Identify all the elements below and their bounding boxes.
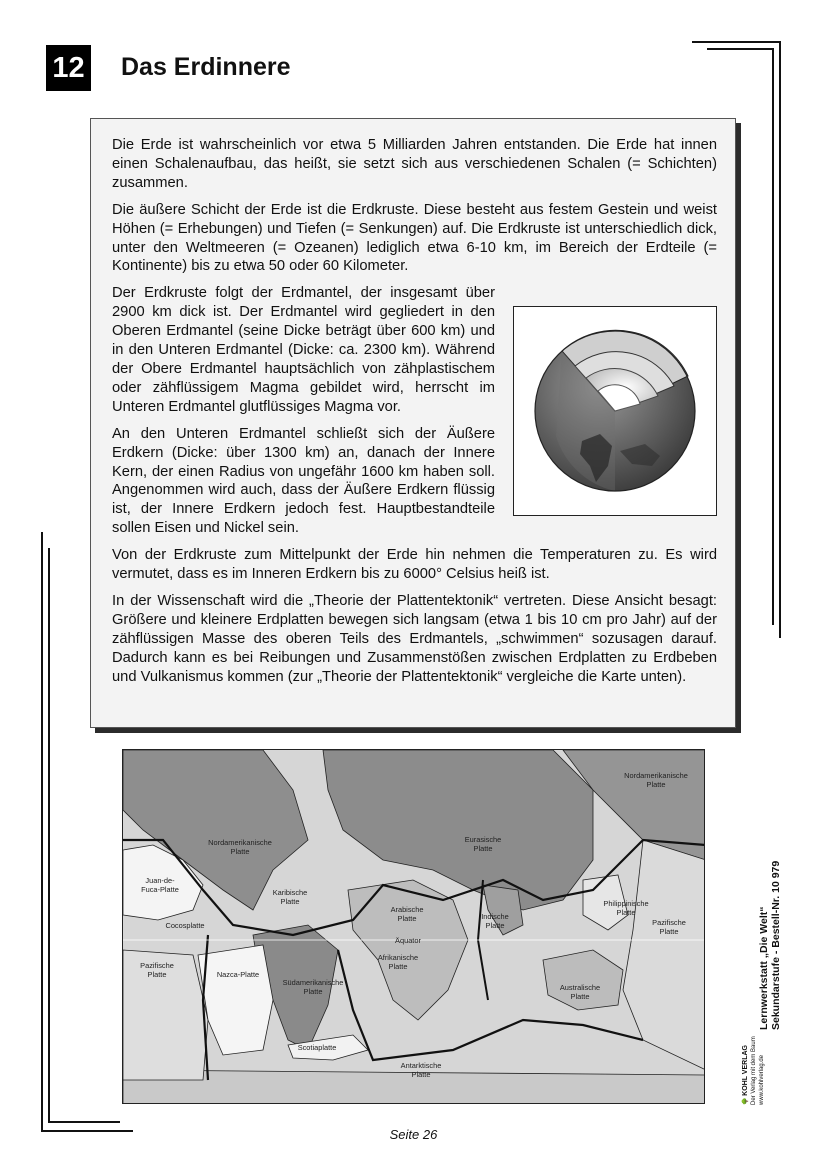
label-pazifische-left: Pazifische Platte: [140, 961, 174, 979]
label-suedamerikanische: Südamerikanische Platte: [282, 978, 344, 996]
label-aequator: Äquator: [395, 936, 421, 945]
page-title: Das Erdinnere: [121, 53, 291, 81]
label-antarktische: Antarktische Platte: [400, 1061, 442, 1079]
publisher-slogan: Der Verlag mit dem Baum: [751, 1036, 757, 1105]
label-eurasische: Eurasische Platte: [464, 835, 502, 853]
publisher-name: KOHL VERLAG: [742, 1045, 749, 1096]
order-number: Sekundarstufe - Bestell-Nr. 10 979: [770, 860, 782, 1030]
frame-line-right-2: [772, 48, 774, 625]
paragraph-2: Die äußere Schicht der Erde ist die Erdkruste. Diese besteht aus festem Gestein und weist Höhen (= Erhebungen) und Tiefen (= Senkungen) auf. Die Erdkruste ist unterschiedlich dick, unter den Weltmeeren (= Ozeanen) lediglich etwa 6-10 km, im Bereich der Erdteile (= Kontinente) bis zu etwa 50 oder 60 Kilometer.: [112, 201, 717, 275]
page-number: Seite 26: [389, 1127, 438, 1142]
frame-line-top-2: [707, 48, 773, 50]
paragraph-6: In der Wissenschaft wird die „Theorie der Plattentektonik“ vertreten. Diese Ansicht besagt: Größere und kleinere Erdplatten bewegen sich langsam (etwa 1 bis 10 cm pro Jahr) auf der zähflüssigen Masse des oberen Teils des Erdmantels, „schwimmen“ sozusagen darauf. Dadurch kann es bei Reibungen und Zusammenstößen zwischen Erdplatten zu Erdbeben und Vulkanismus kommen (zur „Theorie der Plattentektonik“ vergleiche die Karte unten).: [112, 592, 717, 685]
frame-line-left-2: [48, 548, 50, 1122]
label-philippinische: Philippinische Platte: [603, 899, 649, 917]
label-arabische: Arabische Platte: [390, 905, 424, 923]
label-nazca: Nazca-Platte: [216, 970, 260, 979]
label-pazifische-right: Pazifische Platte: [652, 918, 686, 936]
series-info: [722, 730, 782, 1030]
earth-cutaway-figure: [513, 306, 717, 516]
earth-globe-icon: [520, 316, 710, 506]
label-afrikanische: Afrikanische Platte: [377, 953, 419, 971]
label-australische: Australische Platte: [559, 983, 601, 1001]
label-cocos: Cocosplatte: [165, 921, 205, 930]
frame-line-right-1: [779, 41, 781, 638]
label-scotia: Scotiaplatte: [297, 1043, 337, 1052]
label-nordamerikanische-left: Nordamerikanische Platte: [208, 838, 272, 856]
frame-line-left-1: [41, 532, 43, 1132]
paragraph-4: An den Unteren Erdmantel schließt sich der Äußere Erdkern (Dicke: über 1300 km) an, danach der Innere Kern, der einen Radius von ungefähr 1600 km haben soll. Angenommen wird auch, dass der Äußere Erdkern flüssig ist, der Innere Erdkern jedoch fest. Hauptbestandteile sollen Eisen und Nickel sein.: [112, 425, 495, 537]
chapter-number: 12: [46, 45, 91, 91]
plate-tectonics-map: [122, 749, 705, 1104]
label-indische: Indische Platte: [481, 912, 509, 930]
frame-line-bottom-2: [48, 1121, 120, 1123]
tree-logo-icon: 🌳: [743, 1097, 749, 1105]
paragraph-3: Der Erdkruste folgt der Erdmantel, der insgesamt über 2900 km dick ist. Der Erdmantel wird gegliedert in den Oberen Erdmantel (seine Dicke beträgt über 600 km) und in den Unteren Erdmantel (Dicke: ca. 2300 km). Während der Obere Erdmantel hauptsächlich von zähplastischem oder zähflüssigem Magma gebildet wird, herrscht im Unteren Erdmantel glutflüssiges Magma vor.: [112, 285, 495, 415]
label-nordamerikanische-right: Nordamerikanische Platte: [624, 771, 688, 789]
text-box: [90, 118, 736, 728]
paragraph-5: Von der Erdkruste zum Mittelpunkt der Erde hin nehmen die Temperaturen zu. Es wird vermutet, dass es im Inneren Erdkern bis zu 6000° Celsius heiß ist.: [112, 547, 717, 583]
paragraph-1: Die Erde ist wahrscheinlich vor etwa 5 Milliarden Jahren entstanden. Die Erde hat innen einen Schalenaufbau, das heißt, sie setzt sich aus verschiedenen Schalen (= Schichten) zusammen.: [112, 137, 717, 191]
series-title: Lernwerkstatt „Die Welt“: [758, 906, 770, 1030]
frame-line-top-1: [692, 41, 780, 43]
label-juan-de-fuca: Juan-de-Fuca-Platte: [141, 876, 179, 894]
publisher-block: [742, 1030, 822, 1105]
label-karibische: Karibische Platte: [272, 888, 308, 906]
publisher-url: www.kohlverlag.de: [759, 1054, 765, 1105]
